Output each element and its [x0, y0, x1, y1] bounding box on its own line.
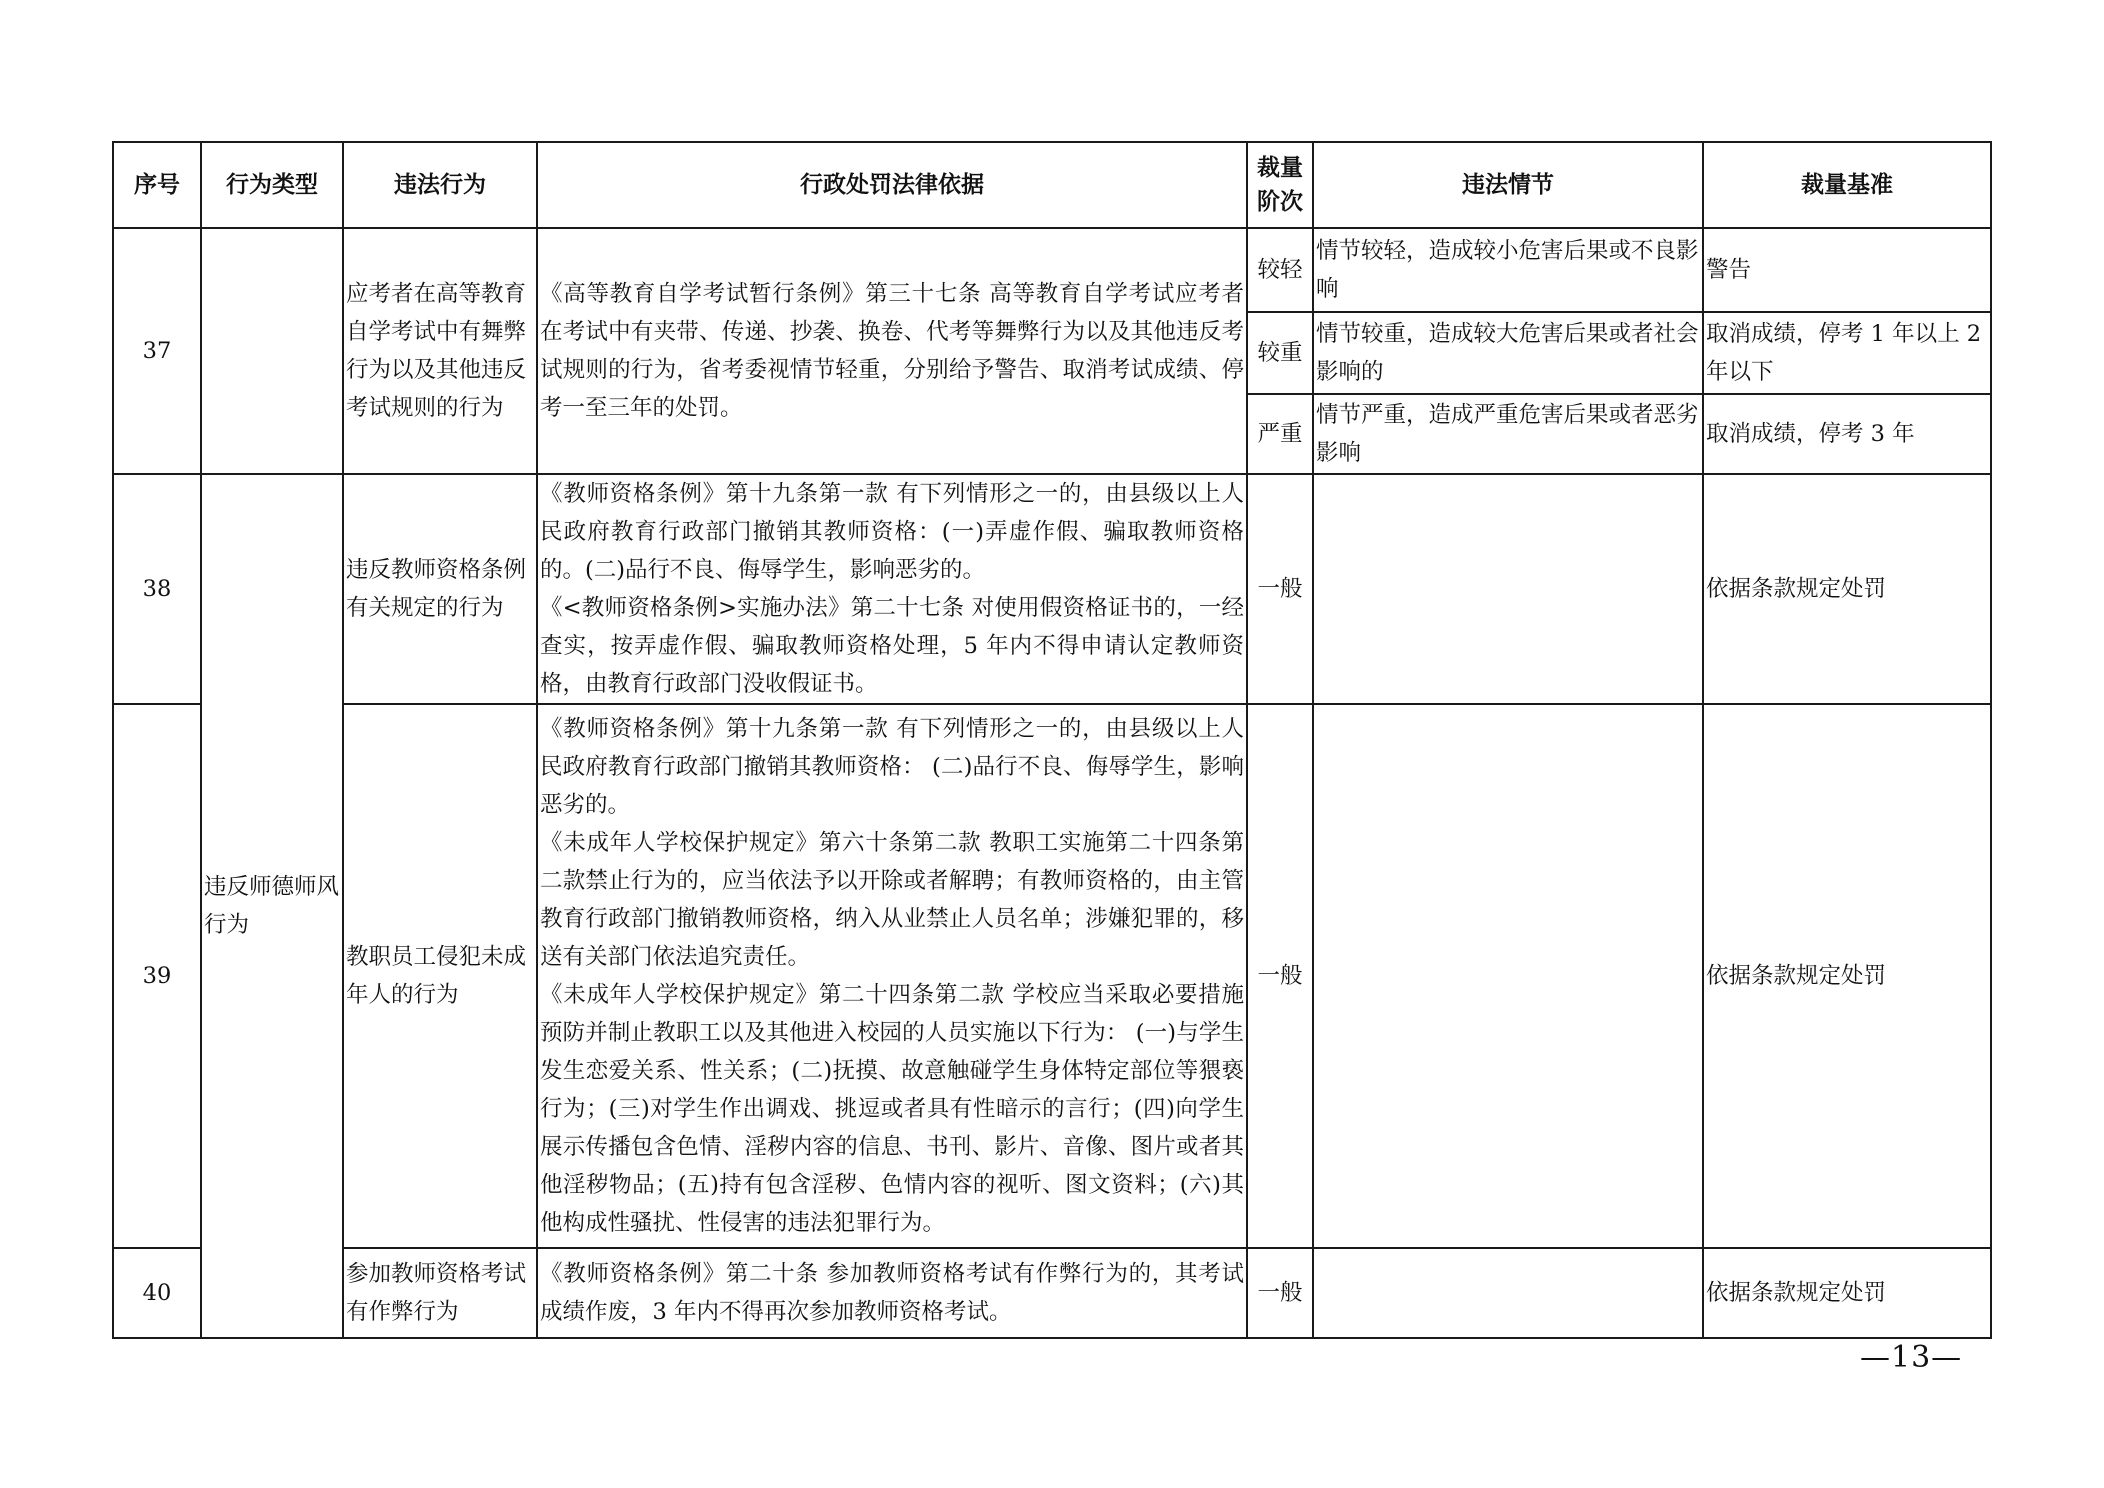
header-standard: 裁量基准	[1703, 142, 1991, 228]
row-circumstance: 情节较轻，造成较小危害后果或不良影响	[1313, 228, 1703, 312]
row-level: 较轻	[1247, 228, 1313, 312]
row-level: 严重	[1247, 394, 1313, 474]
row-standard: 依据条款规定处罚	[1703, 1248, 1991, 1338]
row-circumstance: 情节较重，造成较大危害后果或者社会影响的	[1313, 312, 1703, 394]
header-circumstance: 违法情节	[1313, 142, 1703, 228]
header-row	[113, 142, 1991, 228]
row-act: 应考者在高等教育自学考试中有舞弊行为以及其他违反考试规则的行为	[343, 228, 537, 474]
header-level: 裁量阶次	[1247, 142, 1313, 228]
table-row	[113, 474, 1991, 704]
row-seq: 40	[113, 1248, 201, 1338]
row-level: 一般	[1247, 704, 1313, 1248]
header-category: 行为类型	[201, 142, 343, 228]
row-standard: 依据条款规定处罚	[1703, 704, 1991, 1248]
row-seq: 39	[113, 704, 201, 1248]
row-basis	[537, 1248, 1247, 1338]
row-basis	[537, 474, 1247, 704]
basis-paragraph: 《教师资格条例》第二十条 参加教师资格考试有作弊行为的，其考试成绩作废，3 年内不得再次参加教师资格考试。	[540, 1261, 1244, 1325]
row-standard: 警告	[1703, 228, 1991, 312]
basis-paragraph: 《教师资格条例》第十九条第一款 有下列情形之一的，由县级以上人民政府教育行政部门撤销其教师资格： (二)品行不良、侮辱学生，影响恶劣的。	[540, 716, 1244, 818]
row-standard: 取消成绩，停考 1 年以上 2 年以下	[1703, 312, 1991, 394]
header-basis: 行政处罚法律依据	[537, 142, 1247, 228]
row-circumstance	[1313, 1248, 1703, 1338]
basis-paragraph: 《未成年人学校保护规定》第六十条第二款 教职工实施第二十四条第二款禁止行为的，应当依法予以开除或者解聘；有教师资格的，由主管教育行政部门撤销教师资格，纳入从业禁止人员名单；涉嫌犯罪的，移送有关部门依法追究责任。	[540, 830, 1244, 970]
row-category: 违反师德师风行为	[201, 474, 343, 1338]
row-basis	[537, 704, 1247, 1248]
penalty-table	[112, 141, 1992, 1339]
basis-paragraph: 《<教师资格条例>实施办法》第二十七条 对使用假资格证书的，一经查实，按弄虚作假、骗取教师资格处理，5 年内不得申请认定教师资格，由教育行政部门没收假证书。	[540, 595, 1244, 697]
page-number: —13—	[1860, 1340, 1963, 1375]
row-standard: 取消成绩，停考 3 年	[1703, 394, 1991, 474]
row-act: 违反教师资格条例有关规定的行为	[343, 474, 537, 704]
row-seq: 38	[113, 474, 201, 704]
row-act: 教职员工侵犯未成年人的行为	[343, 704, 537, 1248]
row-circumstance	[1313, 704, 1703, 1248]
table-row	[113, 704, 1991, 1248]
basis-paragraph: 《高等教育自学考试暂行条例》第三十七条 高等教育自学考试应考者在考试中有夹带、传递、抄袭、换卷、代考等舞弊行为以及其他违反考试规则的行为，省考委视情节轻重，分别给予警告、取消考试成绩、停考一至三年的处罚。	[540, 281, 1244, 421]
table-row	[113, 228, 1991, 312]
basis-paragraph: 《教师资格条例》第十九条第一款 有下列情形之一的，由县级以上人民政府教育行政部门撤销其教师资格：(一)弄虚作假、骗取教师资格的。(二)品行不良、侮辱学生，影响恶劣的。	[540, 481, 1244, 583]
row-standard: 依据条款规定处罚	[1703, 474, 1991, 704]
row-circumstance: 情节严重，造成严重危害后果或者恶劣影响	[1313, 394, 1703, 474]
header-seq: 序号	[113, 142, 201, 228]
category-cell-empty	[201, 228, 343, 474]
row-level: 一般	[1247, 474, 1313, 704]
basis-paragraph: 《未成年人学校保护规定》第二十四条第二款 学校应当采取必要措施预防并制止教职工以及其他进入校园的人员实施以下行为： (一)与学生发生恋爱关系、性关系；(二)抚摸、故意触碰学生身体特定部位等猥亵行为；(三)对学生作出调戏、挑逗或者具有性暗示的言行；(四)向学生展示传播包含色情、淫秽内容的信息、书刊、影片、音像、图片或者其他淫秽物品；(五)持有包含淫秽、色情内容的视听、图文资料；(六)其他构成性骚扰、性侵害的违法犯罪行为。	[540, 982, 1244, 1236]
table-row	[113, 1248, 1991, 1338]
row-level: 一般	[1247, 1248, 1313, 1338]
header-act: 违法行为	[343, 142, 537, 228]
row-circumstance	[1313, 474, 1703, 704]
row-level: 较重	[1247, 312, 1313, 394]
row-seq: 37	[113, 228, 201, 474]
row-basis	[537, 228, 1247, 474]
row-act: 参加教师资格考试有作弊行为	[343, 1248, 537, 1338]
